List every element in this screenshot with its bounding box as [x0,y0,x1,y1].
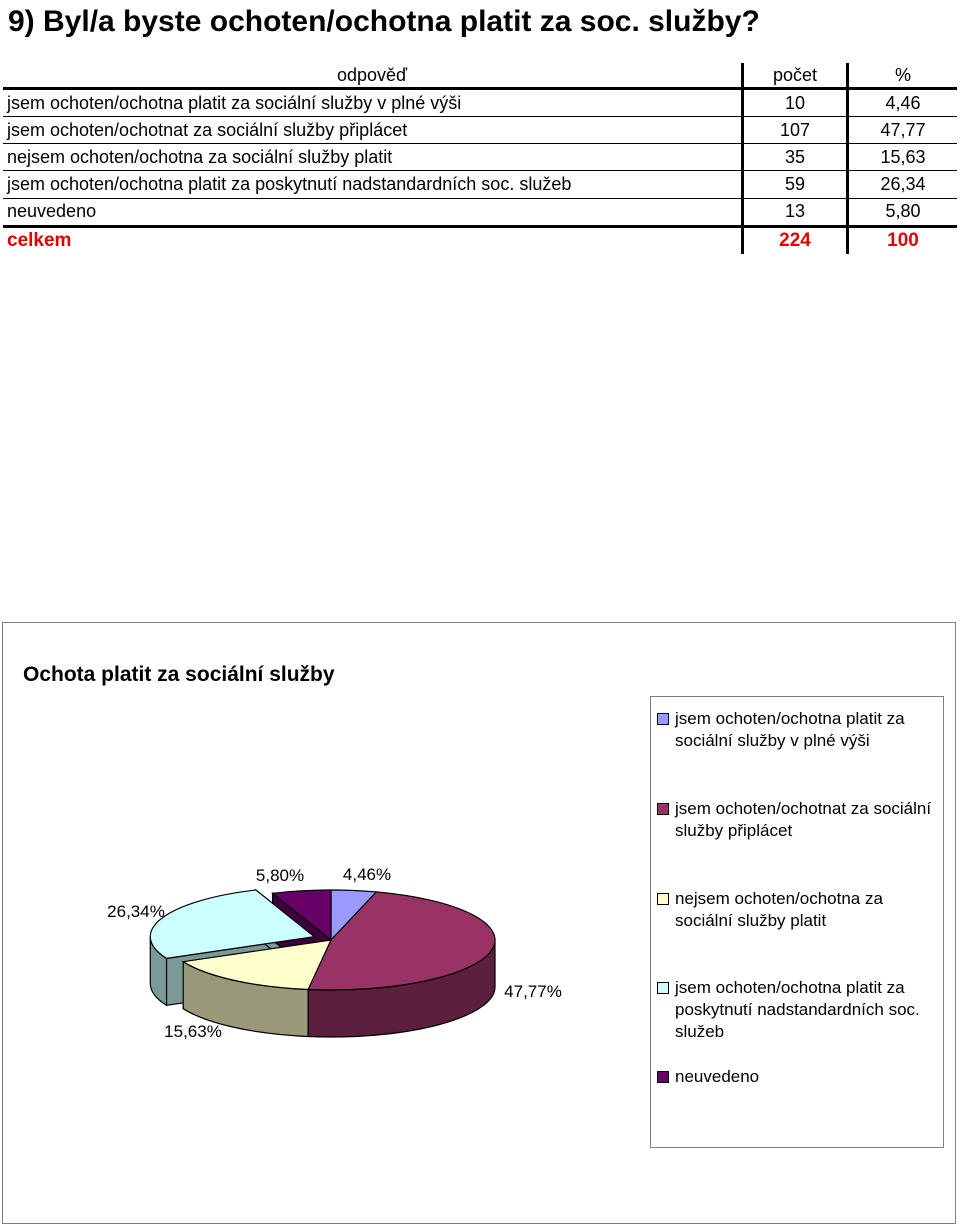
count-cell: 35 [741,144,846,171]
percent-cell: 15,63 [846,144,957,171]
answer-cell: jsem ochoten/ochotna platit za poskytnutí nadstandardních soc. služeb [3,171,741,198]
answer-cell: jsem ochoten/ochotna platit za sociální služby v plné výši [3,90,741,117]
table-row [3,144,957,171]
total-percent-cell: 100 [846,226,957,254]
legend-swatch [657,1071,669,1083]
legend-swatch [657,713,669,725]
pie-chart [3,623,643,1223]
chart-title: Ochota platit za sociální služby [23,663,335,686]
pie-data-label: 15,63% [164,1022,222,1041]
percent-cell: 47,77 [846,117,957,144]
chart-legend [650,696,944,1148]
legend-swatch [657,982,669,994]
pie-data-label: 5,80% [255,866,305,885]
chart-area [2,622,956,1224]
table-row [3,171,957,198]
pie-data-label: 4,46% [342,865,392,884]
count-cell: 107 [741,117,846,144]
total-label-cell: celkem [3,226,741,254]
legend-label: jsem ochoten/ochotnat za sociální služby připlácet [675,799,932,840]
legend-swatch [657,893,669,905]
pie-data-label: 47,77% [504,982,562,1001]
answer-cell: neuvedeno [3,199,741,226]
legend-label: neuvedeno [675,1067,760,1086]
count-cell: 59 [741,171,846,198]
total-count-cell: 224 [741,226,846,254]
count-cell: 10 [741,90,846,117]
percent-cell: 4,46 [846,90,957,117]
answer-cell: jsem ochoten/ochotnat za sociální služby připlácet [3,117,741,144]
count-cell: 13 [741,199,846,226]
table-row [3,199,957,226]
answer-cell: nejsem ochoten/ochotna za sociální služby platit [3,144,741,171]
legend-label: jsem ochoten/ochotna platit za poskytnutí nadstandardních soc. služeb [675,978,920,1041]
page-heading: 9) Byl/a byste ochoten/ochotna platit za soc. služby? [8,5,760,38]
table-row [3,117,957,144]
header-percent: % [846,63,957,90]
results-table [3,63,957,254]
table-total-row [3,226,957,254]
legend-label: nejsem ochoten/ochotna za sociální služby platit [675,889,883,930]
percent-cell: 5,80 [846,199,957,226]
pie-data-label: 26,34% [107,902,165,921]
header-count: počet [741,63,846,90]
legend-swatch [657,803,669,815]
table-row [3,90,957,117]
results-table-frame [3,63,957,254]
header-answer: odpověď [3,63,741,90]
percent-cell: 26,34 [846,171,957,198]
legend-label: jsem ochoten/ochotna platit za sociální služby v plné výši [675,709,905,750]
table-header-row [3,63,957,90]
